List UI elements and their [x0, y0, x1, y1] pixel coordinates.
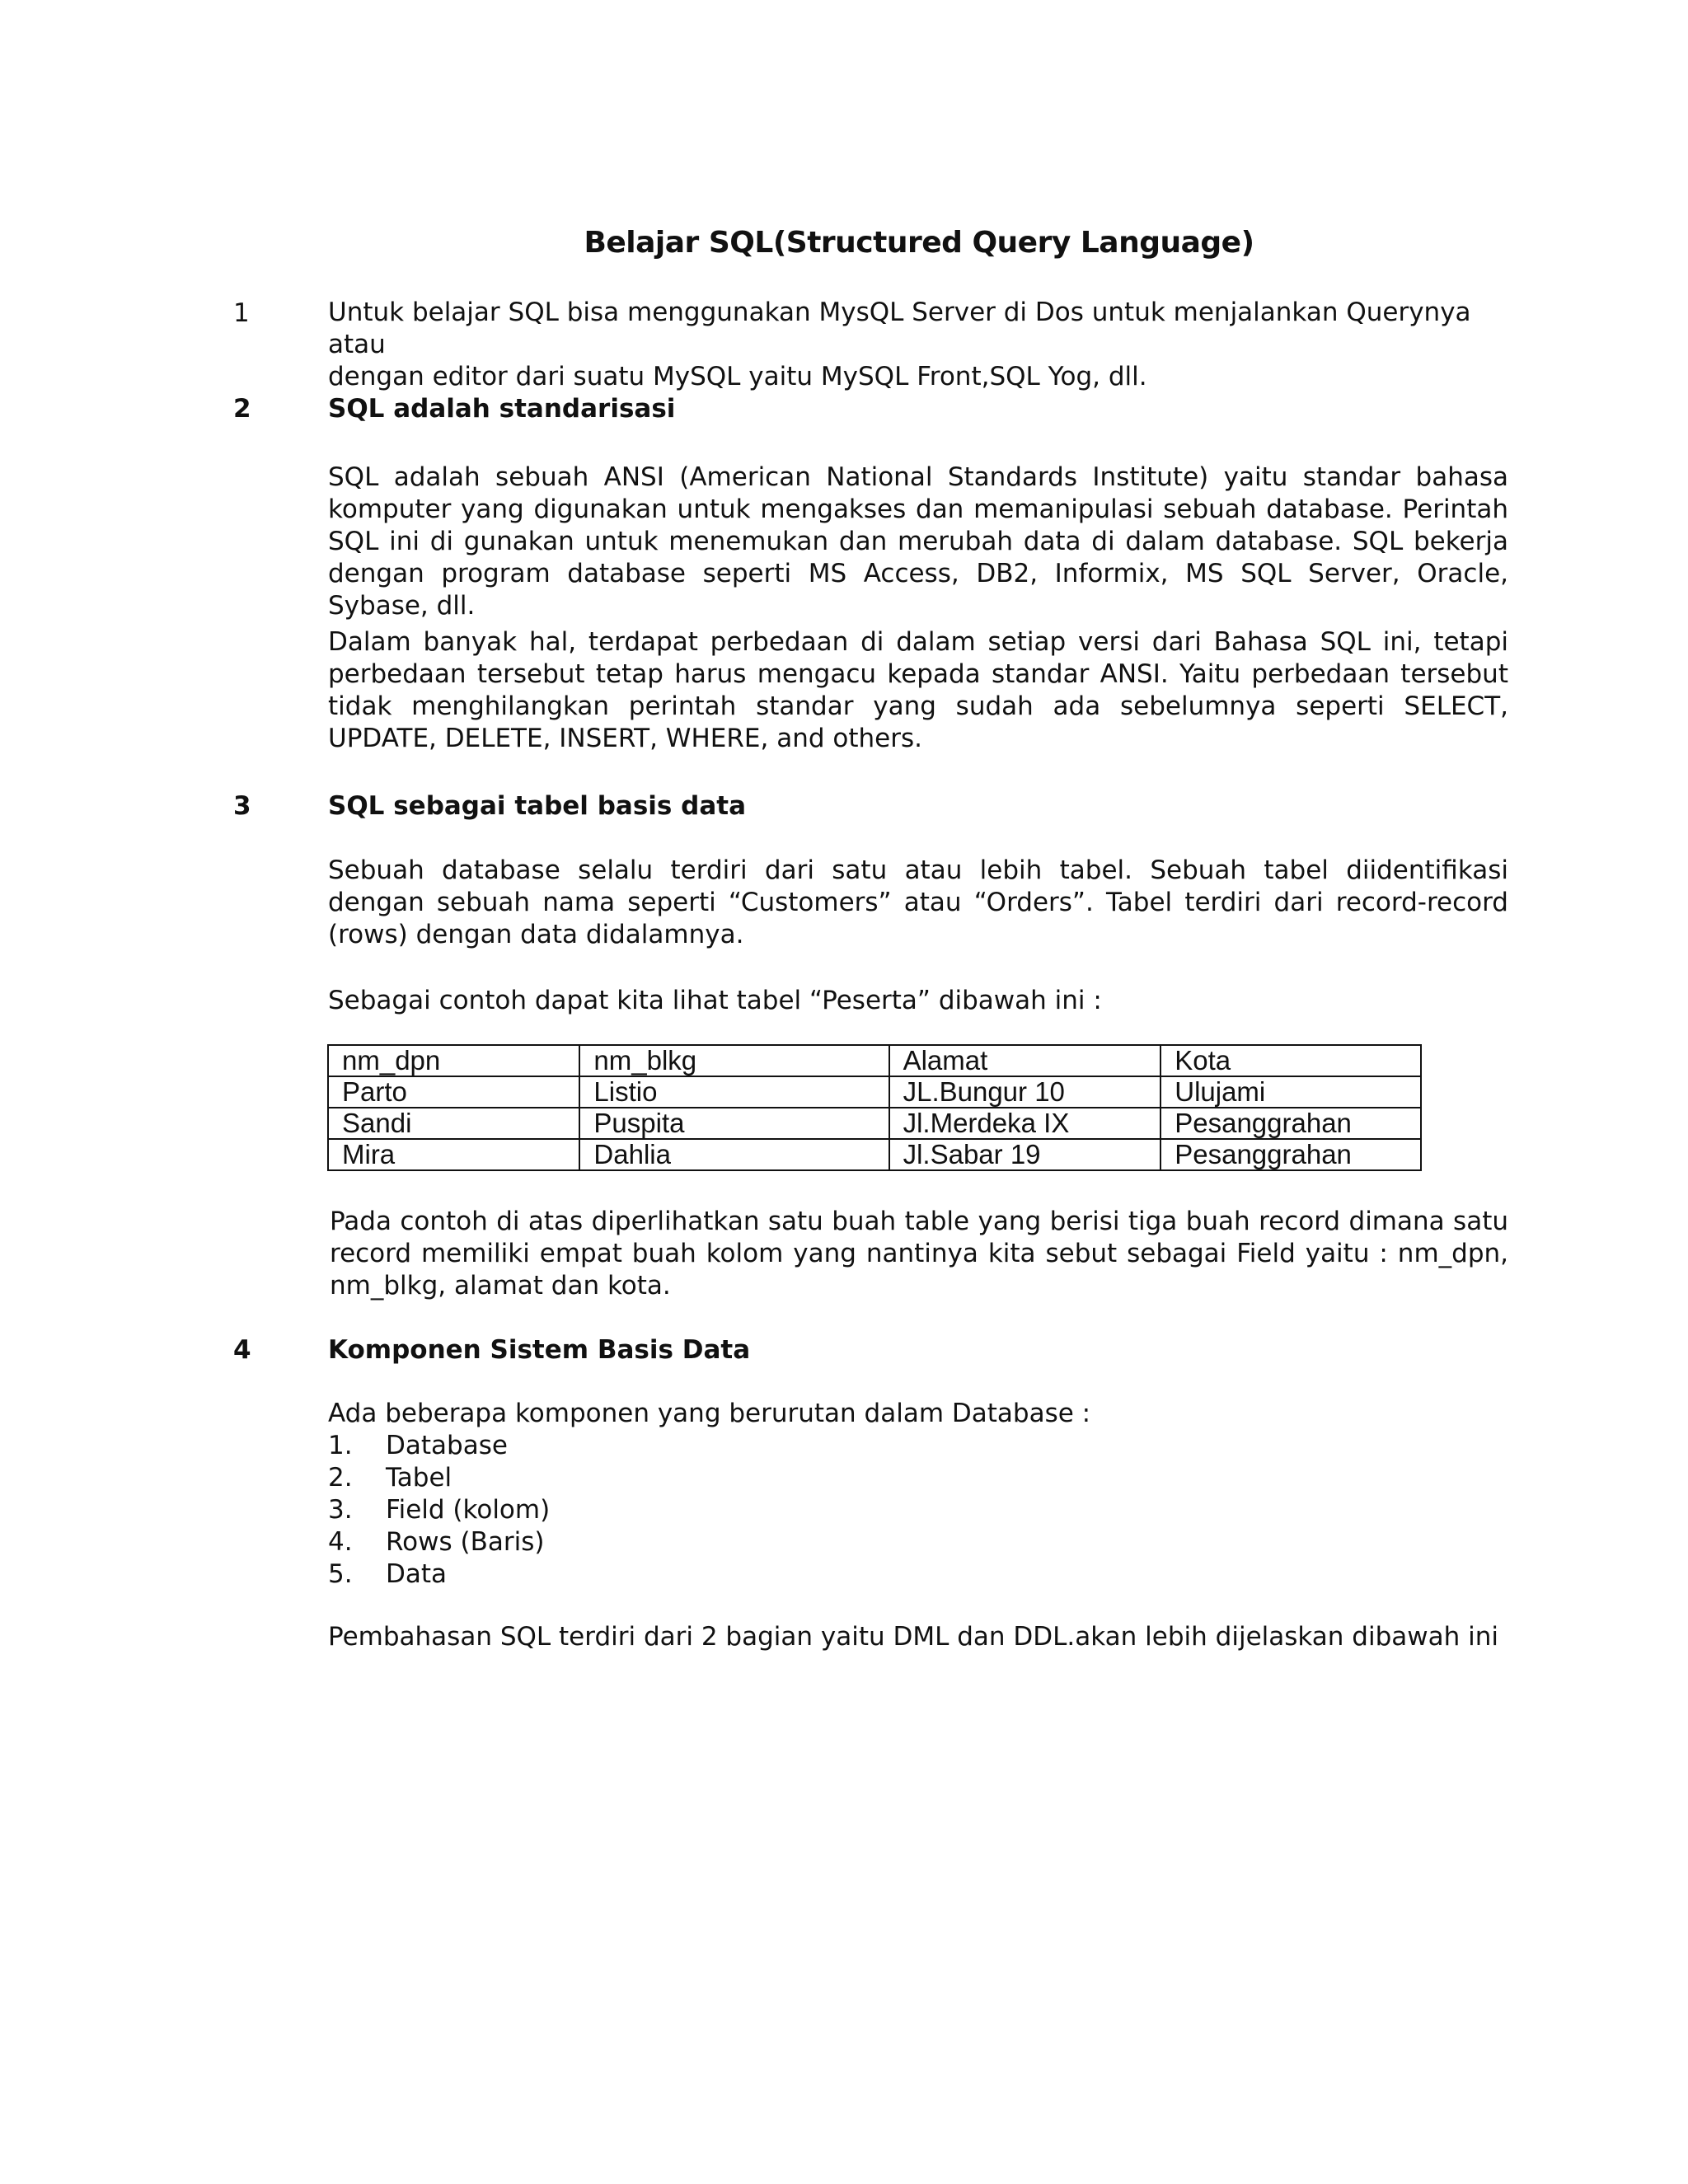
list-item [328, 1494, 1508, 1526]
table-cell: Pesanggrahan [1160, 1108, 1421, 1139]
list-item [328, 1462, 1508, 1494]
list-text: Data [386, 1559, 448, 1589]
table-cell: Mira [328, 1139, 579, 1170]
table-cell: JL.Bungur 10 [889, 1076, 1161, 1108]
table-cell: Kota [1160, 1045, 1421, 1076]
section-3-heading: SQL sebagai tabel basis data [328, 791, 746, 821]
table-cell: Pesanggrahan [1160, 1139, 1421, 1170]
list-text: Rows (Baris) [386, 1527, 545, 1557]
section-4-number: 4 [233, 1335, 251, 1365]
table-header-row [328, 1045, 1421, 1076]
section-2-paragraph-2: Dalam banyak hal, terdapat perbedaan di dalam setiap versi dari Bahasa SQL ini, tetapi perbedaan tersebut tetap harus mengacu kepada standar ANSI. Yaitu perbedaan tersebut tidak menghilangkan perintah standar yang sudah ada sebelumnya seperti SELECT, UPDATE, DELETE, INSERT, WHERE, and others. [328, 627, 1508, 753]
section-3-paragraph-1: Sebuah database selalu terdiri dari satu atau lebih tabel. Sebuah tabel diidentifikasi dengan sebuah nama seperti “Customers” atau “Orders”. Tabel terdiri dari record-record (rows) dengan data didalamnya. [328, 855, 1508, 949]
section-4-closing: Pembahasan SQL terdiri dari 2 bagian yaitu DML dan DDL.akan lebih dijelaskan dibawah ini [328, 1622, 1498, 1652]
list-number: 1. [328, 1431, 353, 1460]
section-3-number: 3 [233, 791, 251, 821]
section-4-heading: Komponen Sistem Basis Data [328, 1335, 751, 1365]
peserta-table [327, 1044, 1422, 1171]
section-3-paragraph-2: Sebagai contoh dapat kita lihat tabel “Peserta” dibawah ini : [328, 986, 1102, 1015]
list-number: 3. [328, 1495, 353, 1525]
section-2-paragraph-1: SQL adalah sebuah ANSI (American National Standards Institute) yaitu standar bahasa komputer yang digunakan untuk mengakses dan memanipulasi sebuah database. Perintah SQL ini di gunakan untuk menemukan dan merubah data di dalam database. SQL bekerja dengan program database seperti MS Access, DB2, Informix, MS SQL Server, Oracle, Sybase, dll. [328, 462, 1508, 621]
list-item [328, 1430, 1508, 1462]
table-cell: nm_blkg [579, 1045, 889, 1076]
list-text: Database [386, 1431, 508, 1460]
table-cell: Puspita [579, 1108, 889, 1139]
component-list [328, 1430, 1508, 1591]
section-2-heading: SQL adalah standarisasi [328, 394, 676, 424]
section-1-line-2: dengan editor dari suatu MySQL yaitu MySQL Front,SQL Yog, dll. [328, 362, 1147, 391]
table-cell: Parto [328, 1076, 579, 1108]
table-cell: Listio [579, 1076, 889, 1108]
section-1-number: 1 [233, 298, 250, 328]
list-number: 2. [328, 1463, 353, 1493]
table-row [328, 1108, 1421, 1139]
list-number: 4. [328, 1527, 353, 1557]
list-number: 5. [328, 1559, 353, 1589]
list-item [328, 1526, 1508, 1558]
table-cell: Jl.Merdeka IX [889, 1108, 1161, 1139]
list-text: Field (kolom) [386, 1495, 551, 1525]
section-4-intro: Ada beberapa komponen yang berurutan dalam Database : [328, 1399, 1091, 1428]
list-item [328, 1558, 1508, 1591]
section-3-after-table: Pada contoh di atas diperlihatkan satu buah table yang berisi tiga buah record dimana satu record memiliki empat buah kolom yang nantinya kita sebut sebagai Field yaitu : nm_dpn, nm_blkg, alamat dan kota. [330, 1207, 1508, 1301]
list-text: Tabel [386, 1463, 452, 1493]
table-cell: Jl.Sabar 19 [889, 1139, 1161, 1170]
table-cell: Alamat [889, 1045, 1161, 1076]
table-cell: nm_dpn [328, 1045, 579, 1076]
section-1-text [328, 297, 1508, 393]
table-row [328, 1076, 1421, 1108]
table-row [328, 1139, 1421, 1170]
section-1-line-1: Untuk belajar SQL bisa menggunakan MysQL Server di Dos untuk menjalankan Querynya atau [328, 298, 1471, 359]
table-cell: Ulujami [1160, 1076, 1421, 1108]
document-title: Belajar SQL(Structured Query Language) [584, 226, 1254, 260]
section-2-number: 2 [233, 394, 251, 424]
table-cell: Dahlia [579, 1139, 889, 1170]
table-cell: Sandi [328, 1108, 579, 1139]
